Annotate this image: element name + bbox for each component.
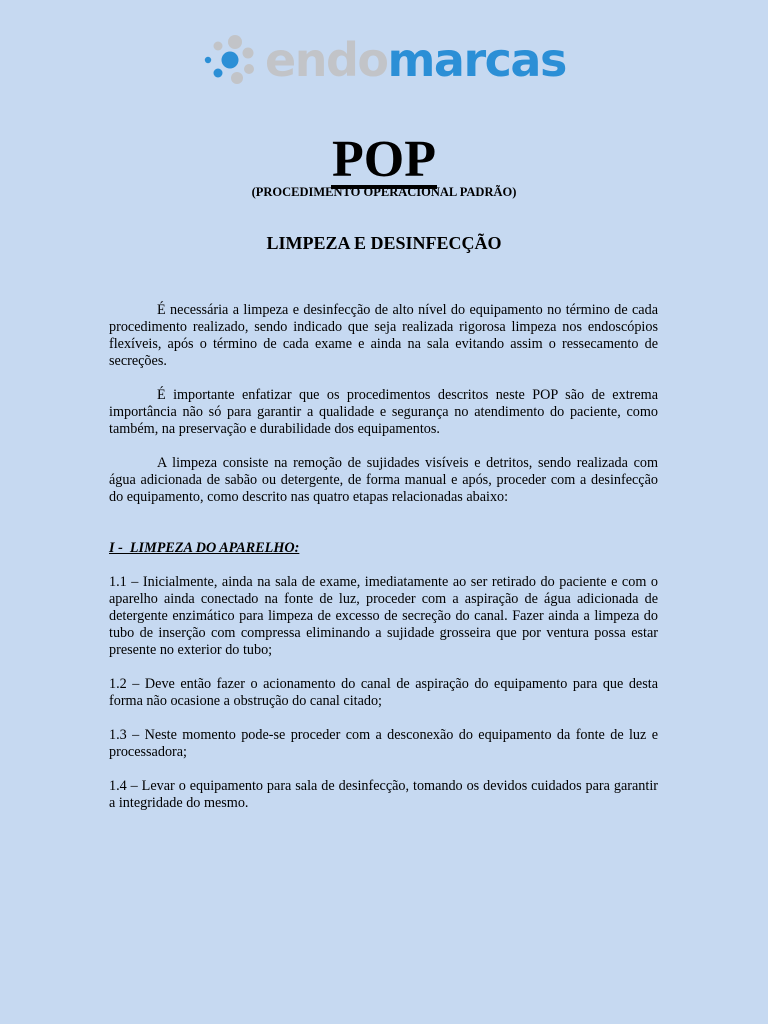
section-title: I - LIMPEZA DO APARELHO:	[109, 540, 300, 556]
procedure-step: 1.1 – Inicialmente, ainda na sala de exame, imediatamente ao ser retirado do paciente e com o aparelho ainda conectado na fonte de luz, proceder com a aspiração de água adicionada de detergente enzimático para limpeza de excesso de secreção do canal. Fazer ainda a limpeza do tubo de inserção com compressa eliminando a sujidade grosseira que por ventura possa estar presente no exterior do tubo;	[109, 574, 658, 658]
document-subtitle: (PROCEDIMENTO OPERACIONAL PADRÃO)	[251, 185, 517, 199]
endomarcas-logo	[203, 33, 569, 87]
procedure-step: 1.4 – Levar o equipamento para sala de desinfecção, tomando os devidos cuidados para garantir a integridade do mesmo.	[109, 778, 658, 811]
logo-text-marcas: marcas	[387, 33, 566, 87]
document-title	[0, 132, 768, 189]
logo-text-endo: endo	[265, 33, 388, 87]
document-title-text: POP	[332, 131, 436, 188]
intro-paragraph: A limpeza consiste na remoção de sujidades visíveis e detritos, sendo realizada com água adicionada de sabão ou detergente, de forma manual e após, proceder com a desinfecção do equipamento, como descrito nas quatro etapas relacionadas abaixo:	[109, 455, 658, 505]
logo-wordmark	[265, 33, 566, 87]
procedure-step: 1.2 – Deve então fazer o acionamento do canal de aspiração do equipamento para que desta forma não ocasione a obstrução do canal citado;	[109, 676, 658, 709]
logo-dots-icon	[203, 33, 263, 87]
document-heading: LIMPEZA E DESINFECÇÃO	[266, 233, 502, 253]
procedure-step: 1.3 – Neste momento pode-se proceder com a desconexão do equipamento da fonte de luz e processadora;	[109, 727, 658, 760]
intro-paragraph: É importante enfatizar que os procedimentos descritos neste POP são de extrema importância não só para garantir a qualidade e segurança no atendimento do paciente, como também, na preservação e durabilidade dos equipamentos.	[109, 387, 658, 437]
intro-paragraph: É necessária a limpeza e desinfecção de alto nível do equipamento no término de cada procedimento realizado, sendo indicado que seja realizada rigorosa limpeza nos endoscópios flexíveis, após o término de cada exame e ainda na sala evitando assim o ressecamento de secreções.	[109, 302, 658, 369]
document-body	[109, 302, 658, 812]
